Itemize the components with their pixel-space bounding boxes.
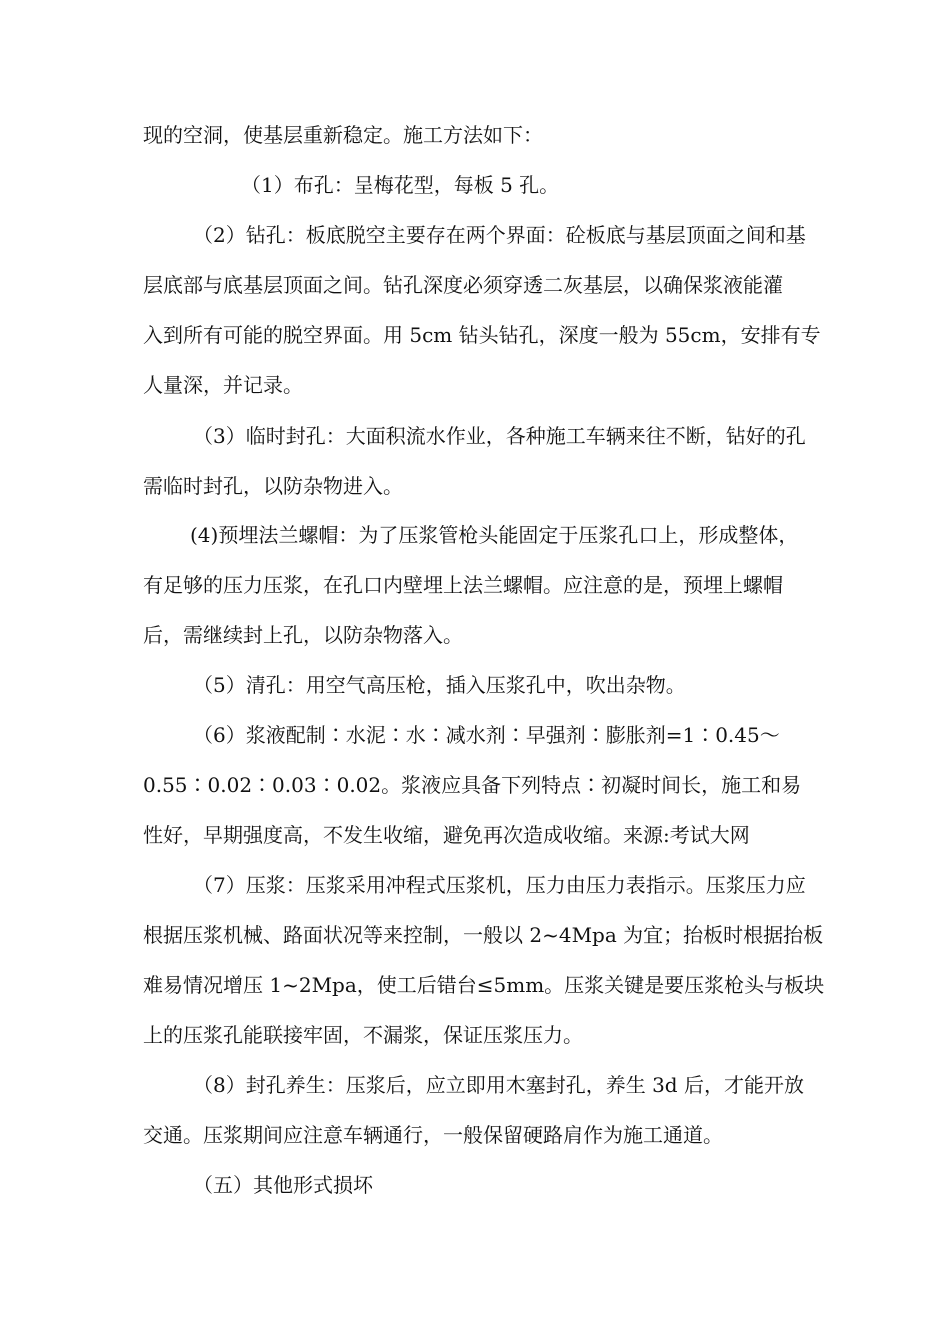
- text-line-19: 上的压浆孔能联接牢固，不漏浆，保证压浆压力。: [143, 1023, 583, 1047]
- text-line-2: （1）布孔：呈梅花型，每板 5 孔。: [241, 173, 560, 197]
- text-line-5: 入到所有可能的脱空界面。用 5cm 钻头钻孔，深度一般为 55cm，安排有专: [143, 323, 821, 347]
- text-line-17: 根据压浆机械、路面状况等来控制，一般以 2~4Mpa 为宜；抬板时根据抬板: [143, 923, 824, 947]
- text-line-15: 性好，早期强度高，不发生收缩，避免再次造成收缩。来源:考试大网: [143, 823, 750, 847]
- text-line-16: （7）压浆：压浆采用冲程式压浆机，压力由压力表指示。压浆压力应: [193, 873, 806, 897]
- text-line-9: (4)预埋法兰螺帽：为了压浆管枪头能固定于压浆孔口上，形成整体，: [190, 523, 799, 547]
- text-line-18: 难易情况增压 1~2Mpa，使工后错台≤5mm。压浆关键是要压浆枪头与板块: [143, 973, 825, 997]
- section-heading: （五）其他形式损坏: [193, 1173, 373, 1197]
- text-line-20: （8）封孔养生：压浆后，应立即用木塞封孔，养生 3d 后，才能开放: [193, 1073, 804, 1097]
- text-line-8: 需临时封孔，以防杂物进入。: [143, 474, 403, 498]
- text-line-13: （6）浆液配制∶水泥∶水∶减水剂∶早强剂∶膨胀剂=1∶0.45～: [193, 723, 780, 747]
- text-line-14: 0.55∶0.02∶0.03∶0.02。浆液应具备下列特点∶初凝时间长，施工和易: [143, 773, 802, 797]
- text-line-4: 层底部与底基层顶面之间。钻孔深度必须穿透二灰基层，以确保浆液能灌: [143, 273, 783, 297]
- text-line-12: （5）清孔：用空气高压枪，插入压浆孔中，吹出杂物。: [193, 673, 686, 697]
- text-line-6: 人量深，并记录。: [143, 373, 303, 397]
- text-line-11: 后，需继续封上孔，以防杂物落入。: [143, 623, 463, 647]
- text-line-1: 现的空洞，使基层重新稳定。施工方法如下：: [143, 123, 543, 147]
- text-line-3: （2）钻孔：板底脱空主要存在两个界面：砼板底与基层顶面之间和基: [193, 223, 806, 247]
- text-line-7: （3）临时封孔：大面积流水作业，各种施工车辆来往不断，钻好的孔: [193, 424, 806, 448]
- text-line-21: 交通。压浆期间应注意车辆通行，一般保留硬路肩作为施工通道。: [143, 1123, 723, 1147]
- text-line-10: 有足够的压力压浆，在孔口内壁埋上法兰螺帽。应注意的是，预埋上螺帽: [143, 573, 783, 597]
